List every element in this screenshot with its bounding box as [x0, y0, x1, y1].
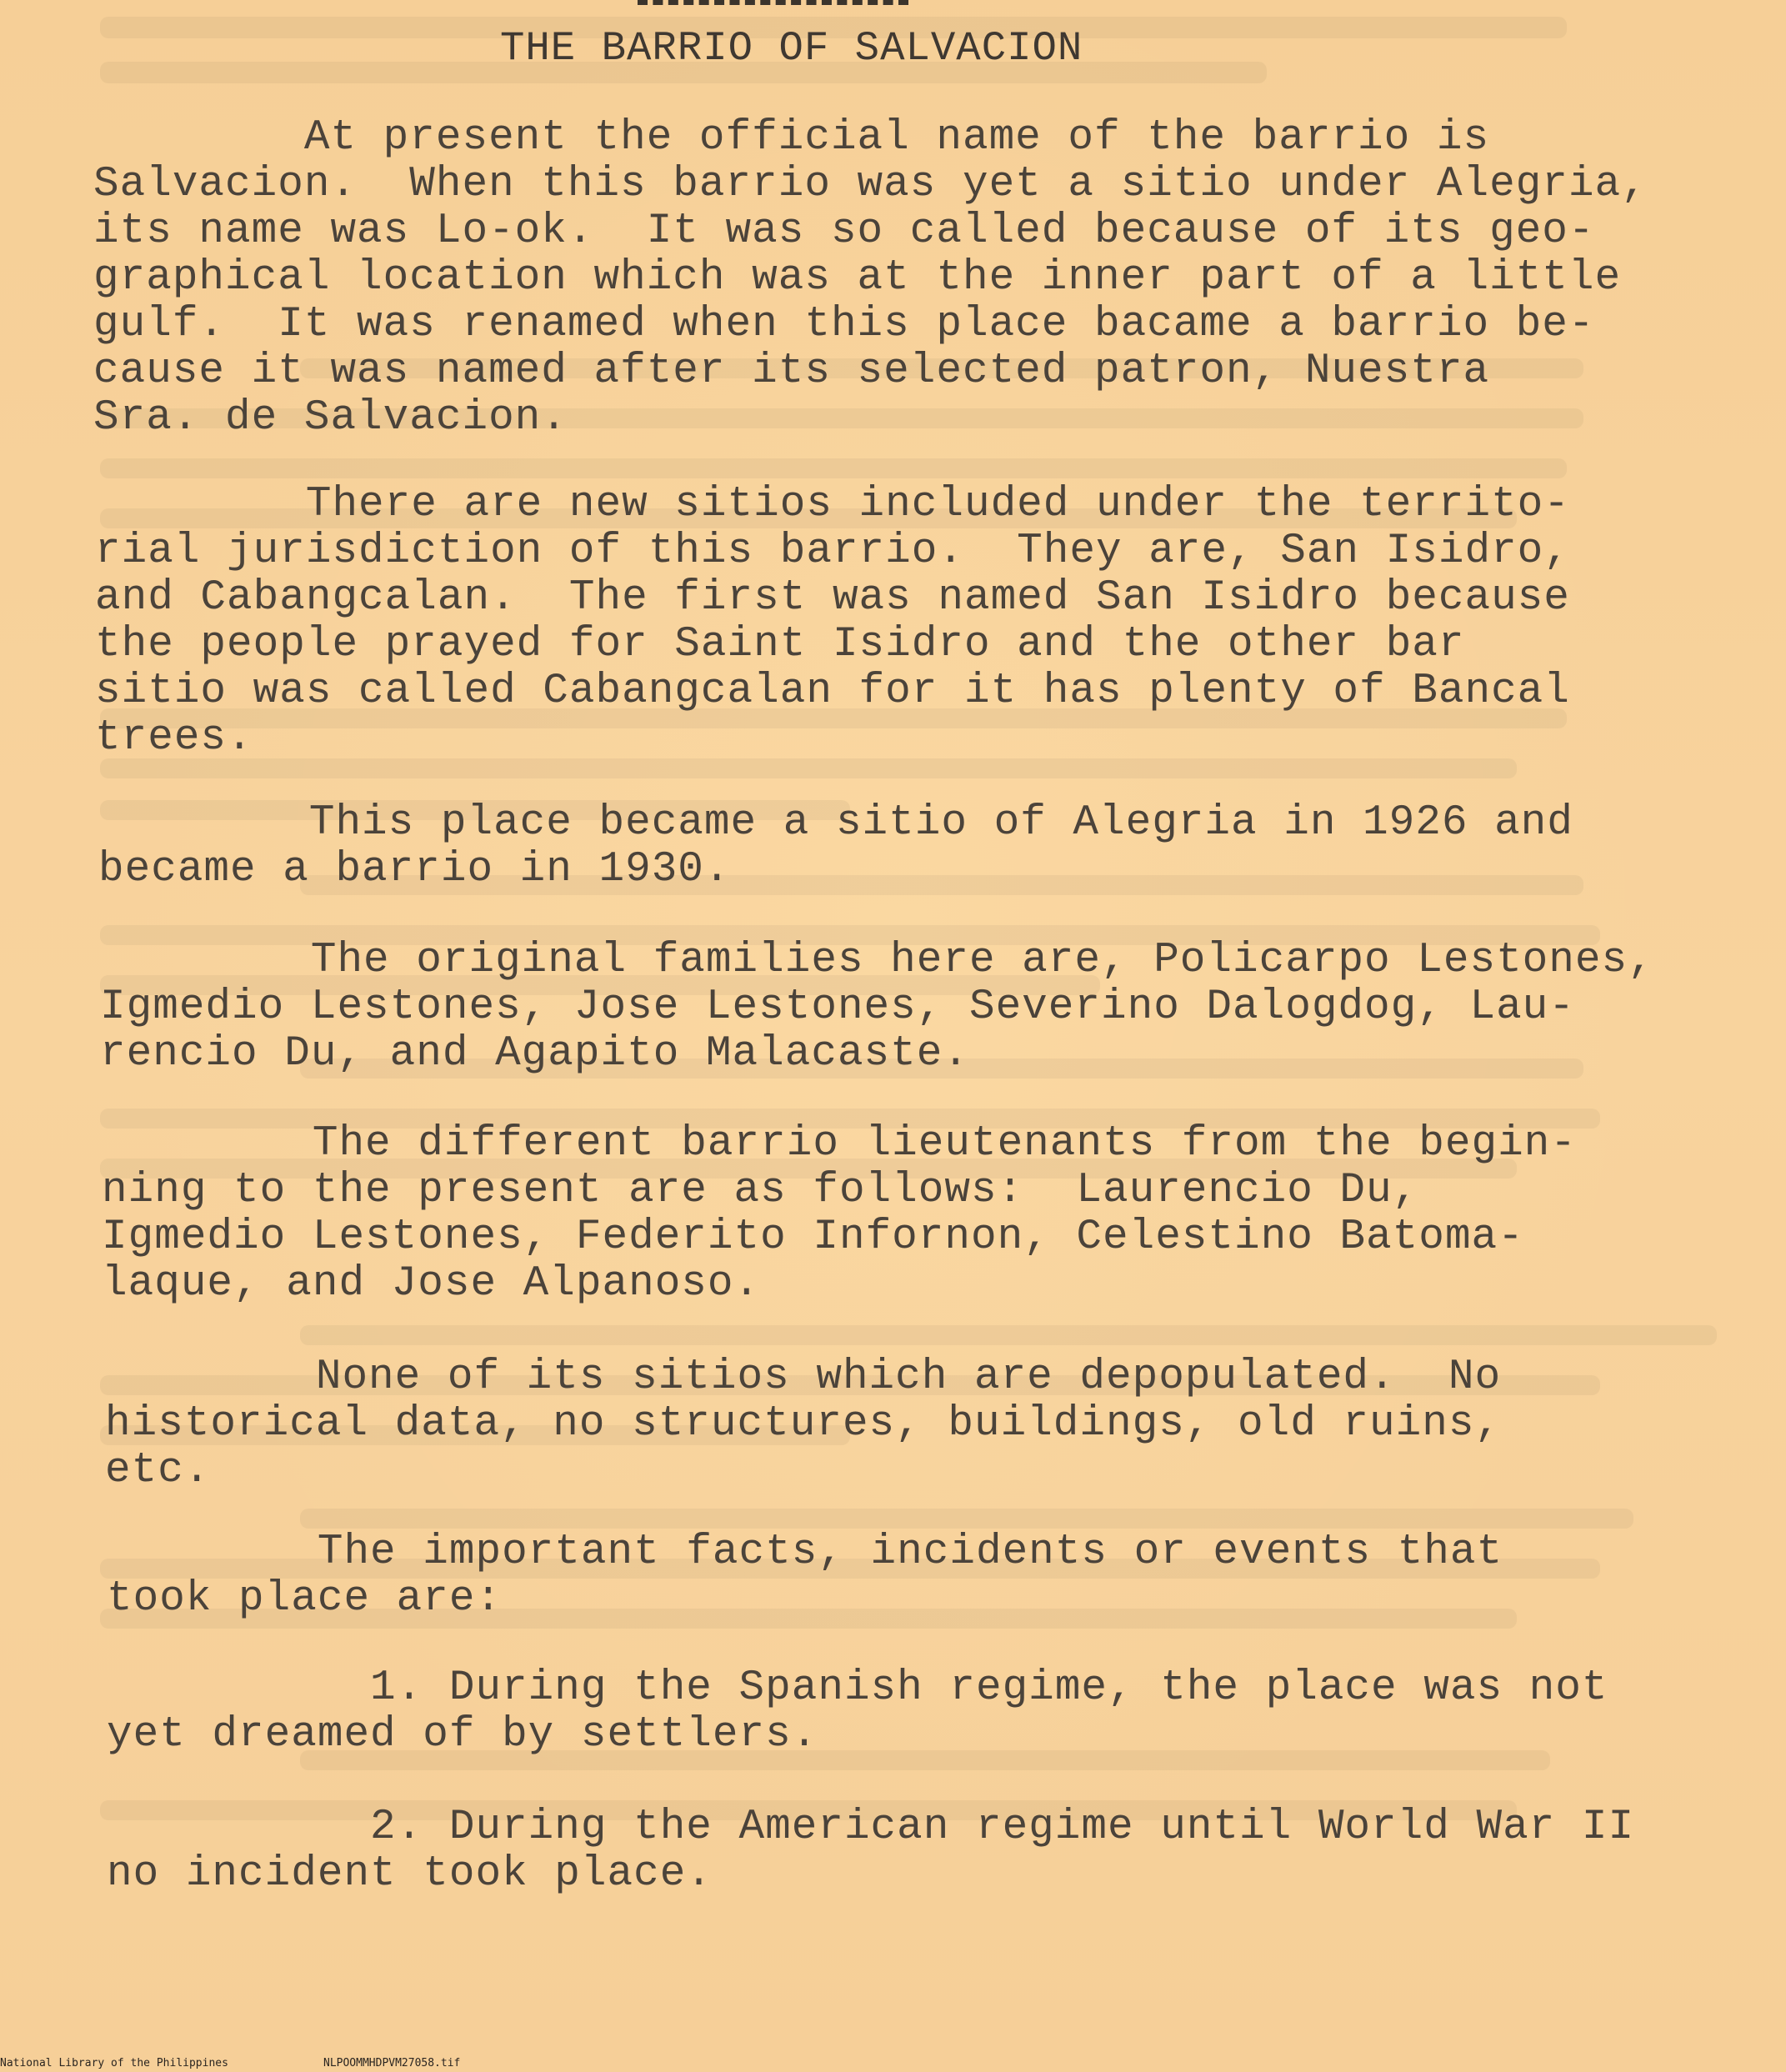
page-title: THE BARRIO OF SALVACION	[500, 25, 1083, 72]
paragraph-2: There are new sitios included under the territo- rial jurisdiction of this barrio. They are, San Isidro, and Cabangcalan. The first was named San Isidro because the people prayed for Saint Isidro and the other bar sitio was called Cabangcalan for it has plenty of Bancal trees.	[95, 481, 1570, 762]
footer-filename: NLPOOMMHDPVM27058.tif	[323, 2057, 461, 2069]
list-item-1: 1. During the Spanish regime, the place was not yet dreamed of by settlers.	[107, 1664, 1608, 1759]
paragraph-4: The original families here are, Policarpo Lestones, Igmedio Lestones, Jose Lestones, Severino Dalogdog, Lau- rencio Du, and Agapito Malacaste.	[100, 937, 1654, 1078]
paragraph-3: This place became a sitio of Alegria in 1926 and became a barrio in 1930.	[98, 799, 1573, 893]
paragraph-1: At present the official name of the barrio is Salvacion. When this barrio was yet a sitio under Alegria, its name was Lo-ok. It was so called because of its geo- graphical location which was at the inner part of a little gulf. It was renamed when this place bacame a barrio be- cause it was named after its selected patron, Nuestra Sra. de Salvacion.	[93, 114, 1648, 442]
top-dashed-rule	[638, 0, 908, 13]
paragraph-5: The different barrio lieutenants from the begin- ning to the present are as follows: Laurencio Du, Igmedio Lestones, Federito Infornon, Celestino Batoma- laque, and Jose Alpanoso.	[102, 1120, 1577, 1308]
paragraph-6: None of its sitios which are depopulated. No historical data, no structures, buildings, old ruins, etc.	[105, 1354, 1502, 1494]
list-item-2: 2. During the American regime until World War II no incident took place.	[107, 1804, 1635, 1898]
footer-institution: National Library of the Philippines	[0, 2057, 228, 2069]
paragraph-7: The important facts, incidents or events that took place are:	[107, 1529, 1503, 1623]
